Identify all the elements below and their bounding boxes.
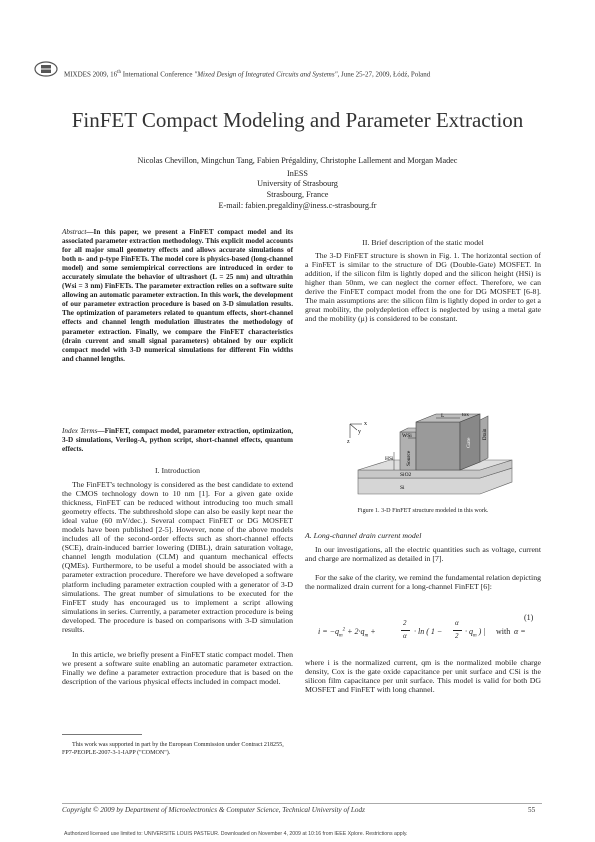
label-gate: Gate (466, 437, 472, 448)
finfet-figure (340, 410, 530, 503)
introduction-paragraph-1: The FinFET's technology is considered as the best candidate to extend the CMOS technology down to 10 nm [1]. For a given gate oxide thickness, FinFET can be reduced without introducing too much small geometry effects. The subthreshold slope can also be easily kept near the ideal value (60 mV/dec.). Several compact FinFET or DG MOSFET models have been published [2-5]. However, none of the above models includes all of the second-order effects such as short-channel effects (SCE), drain-induced barrier lowering (DIBL), drain saturation voltage, channel length modulation (CLM) and quantum mechanical effects (QMEs). Furthermore, to be useful a model should be associated with a parameter extraction procedure. Therefore we have developed a software platform including parameter extraction coupled with a generator of 3-D simulations. The great number of simulations to be executed for the FinFET study has encouraged us to implement a script allowing simulations in series. Currently, a parameter extraction procedure is being developed. The procedure is based on comparisons with 3-D simulation results. (62, 480, 293, 634)
conference-title: "Mixed Design of Integrated Circuits and Systems" (194, 70, 338, 79)
conference-logo (34, 60, 60, 78)
figure-caption: Figure 1. 3-D FinFET structure modeled in this work. (357, 508, 489, 514)
abstract (62, 228, 293, 364)
footer-copyright: Copyright © 2009 by Department of Microelectronics & Computer Science, Technical University of Lodz (62, 806, 365, 814)
conference-tail: , June 25-27, 2009, Łódź, Poland (337, 70, 431, 79)
label-drain: Drain (483, 428, 488, 440)
label-z: z (347, 439, 350, 445)
introduction-paragraph-2: In this article, we briefly present a FinFET static compact model. Then we present a software suite enabling an automatic parameter extraction. Finally we define a parameter extraction procedure that is based on the description of the various physical effects included in compact model. (62, 650, 293, 687)
label-si: Si (400, 485, 405, 491)
authorized-use-notice: Authorized licensed use limited to: UNIVERSITE LOUIS PASTEUR. Downloaded on November 4, 2009 at 10:16 from IEEE Xplore. Restrictions apply. (64, 831, 408, 837)
index-terms-label: Index Terms (62, 427, 98, 435)
conference-mid: International Conference (120, 70, 195, 79)
drain-current-paragraph-1: In our investigations, all the electric quantities such as voltage, current and charge are normalized as detailed in [7]. (305, 545, 541, 564)
abstract-text: —In this paper, we present a FinFET compact model and its associated parameter extraction methodology. This explicit model accounts for all major small geometry effects and allows accurate simulations of both n- and p-type FinFETs. The model core is physics-based (long-channel model) and some semiempirical corrections are introduced in order to accurately simulate the behavior of ultrashort (L = 25 nm) and ultrathin (Wsi = 3 nm) FinFETs. The parameter extraction relies on a software suite allowing an automatic parameter extraction. In this work, the development of our parameter extraction procedure is based on 3-D simulation results. The optimization of parameters related to quantum effects, short-channel effects and channel length modulation illustrates the methodology of parameter extraction. Finally, we compare the FinFET characteristics (drain current and small signal parameters) obtained by our explicit compact model with 3-D numerical simulations for different Fin widths and channel lengths. (62, 228, 293, 363)
equation-1: $i = -q_m^2 + 2\cdot q_m$ + 2 α · ln ( 1 − α 2 · $q_m$ ) | with α = (1) (318, 613, 534, 640)
affiliation-university: University of Strasbourg (257, 179, 338, 188)
section-heading-static-model: II. Brief description of the static model (362, 238, 484, 247)
conference-name: MIXDES 2009, 16 (64, 70, 118, 79)
static-model-paragraph: The 3-D FinFET structure is shown in Fig. 1. The horizontal section of a FinFET is similar to the structure of DG (Double-Gate) MOSFET. In addition, if the silicon film is lightly doped and the silicon height (HSi) is higher than 50nm, we can neglect the corner effect. Therefore, we can derive the FinFET compact model from the one for DG MOSFET [6-8]. The main assumptions are: the silicon film is lightly doped in order to get a great mobility, the polydepletion effect is neglected by using a metal gate and the mobility (μ) is considered to be constant. (305, 251, 541, 324)
label-hsi: HSi (385, 456, 394, 462)
drain-current-paragraph-2: For the sake of the clarity, we remind the fundamental relation depicting the normalized drain current for a long-channel FinFET [6]: (305, 573, 541, 592)
label-tox: tox (462, 412, 470, 418)
equation-explanation: where i is the normalized current, qm is the normalized mobile charge density, Cox is the gate oxide capacitance per unit surface and CSi is the silicon film capacitance per unit surface. This model is valid for both DG MOSFET and FinFET with long channel. (305, 658, 541, 695)
affiliation-city: Strasbourg, France (266, 190, 329, 199)
label-sio2: SiO2 (400, 472, 412, 478)
page-number: 55 (528, 806, 536, 814)
affiliation-lab: InESS (287, 169, 308, 178)
footer-rule (62, 803, 542, 804)
gate-block (416, 422, 460, 470)
paper-title: FinFET Compact Modeling and Parameter Extraction (71, 108, 524, 132)
label-L: L (441, 413, 445, 419)
footnote: This work was supported in part by the European Commission under Contract 218255, FP7-PEOPLE-2007-3-1-IAPP ("COMON"). (62, 742, 284, 756)
affiliation-email: E-mail: fabien.pregaldiny@iness.c-strasbourg.fr (218, 201, 377, 210)
index-terms (62, 427, 293, 454)
abstract-label: Abstract (62, 228, 87, 236)
label-source: Source (406, 450, 412, 466)
subsection-heading-drain-current: A. Long-channel drain current model (305, 531, 422, 540)
conference-header (64, 70, 564, 78)
conference-sup: th (117, 70, 121, 75)
label-x: x (364, 421, 367, 427)
label-wsi: WSi (402, 433, 412, 439)
equation-number: (1) (524, 613, 534, 622)
label-y: y (358, 429, 361, 435)
authors: Nicolas Chevillon, Mingchun Tang, Fabien Prégaldiny, Christophe Lallement and Morgan Madec (137, 156, 458, 165)
footnote-rule (62, 734, 142, 735)
section-heading-introduction: I. Introduction (154, 466, 201, 475)
index-terms-text: —FinFET, compact model, parameter extraction, optimization, 3-D simulations, Verilog-A, python script, short-channel effects, quantum effects. (62, 427, 293, 454)
